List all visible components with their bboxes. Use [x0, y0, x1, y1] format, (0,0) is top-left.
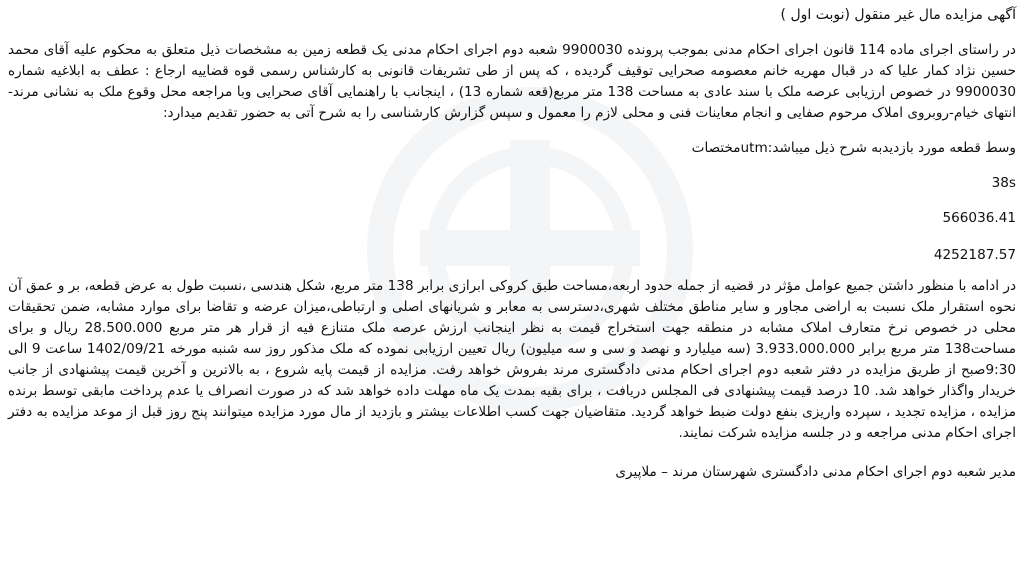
- signature-line: مدیر شعبه دوم اجرای احکام مدنی دادگستری شهرستان مرند – ملاپیری: [615, 464, 1016, 480]
- body-paragraph-2: در ادامه با منظور داشتن جمیع عوامل مؤثر در قضیه از جمله حدود اربعه،مساحت طبق کروکی ابرازی برابر 138 متر مربع، شکل هندسی ،نسبت طول به عرض قطعه، بر و عمق آن نحوه استقرار ملک نسبت به اراضی مجاور و سایر مناطق مختلف شهری،دسترسی به معابر و شریانهای اصلی و ارتباطی،میزان عرضه و تقاضا برای موارد مشابه، ضمن تحقیقات محلی در خصوص نرخ متعارف املاک مشابه در منطقه جهت استخراج قیمت به نظر اینجانب ارزش عرصه ملک متنازع فیه از قرار هر متر مربع 28.500.000 ریال و برای مساحت138 متر مربع برابر 3.933.000.000 (سه میلیارد و نهصد و سی و سه میلیون) ریال تعیین ارزیابی نموده که ملک مذکور روز سه شنبه مورخه 1402/09/21 ساعت 9 الی 9:30صبح از طریق مزایده در دفتر شعبه دوم اجرای احکام مدنی دادگستری مرند بفروش خواهد رفت. مزایده از قیمت پایه شروع ، به بالاترین و آخرین قیمت پیشنهادی از جانب خریدار واگذار خواهد شد. 10 درصد قیمت پیشنهادی فی المجلس دریافت ، برای بقیه بمدت یک ماه مهلت داده خواهد شد که در صورت انصراف یا عدم پرداخت مابقی توسط برنده مزایده ، مزایده تجدید ، سپرده واریزی بنفع دولت ضبط خواهد گردید. متقاضیان جهت کسب اطلاعات بیشتر و بازدید از مال مورد مزایده میتوانند پنج روز قبل از موعد مزایده به دفتر اجرای احکام مدنی مراجعه و در جلسه مزایده شرکت نمایند.: [8, 278, 1016, 441]
- coordinates-intro: وسط قطعه مورد بازدیدبه شرح ذیل میباشد:utmمختصات: [691, 140, 1016, 156]
- document-title: آگهی مزایده مال غیر منقول (نوبت اول ): [780, 7, 1016, 23]
- body-paragraph-1: در راستای اجرای ماده 114 قانون اجرای احکام مدنی بموجب پرونده 9900030 شعبه دوم اجرای احکام مدنی یک قطعه زمین به مشخصات ذیل متعلق به محکوم علیه آقای محمد حسین نژاد کمار علیا که در قبال مهریه خانم معصومه صحرایی توقیف گردیده ، که پس از طی تشریفات قانونی به کارشناس رسمی قوه قضاییه ارجاع : عطف به ابلاغیه شماره 9900030 در خصوص ارزیابی عرصه ملک با سند عادی به مساحت 138 متر مربع(قعه شماره 13) ، اینجانب با راهنمایی آقای صحرایی وبا مراجعه محل وقوع ملک به نشانی مرند-انتهای خیام-روبروی املاک مرحوم صفایی و انجام معاینات فنی و محلی لازم را معمول و سپس گزارش کارشناسی را به شرح آتی به حضور تقدیم میدارد:: [8, 42, 1016, 121]
- coordinate-x: 566036.41: [942, 210, 1016, 226]
- announcement-document: [8, 4, 1016, 483]
- coordinate-y: 4252187.57: [933, 247, 1016, 263]
- coordinate-zone: 38s: [991, 175, 1016, 191]
